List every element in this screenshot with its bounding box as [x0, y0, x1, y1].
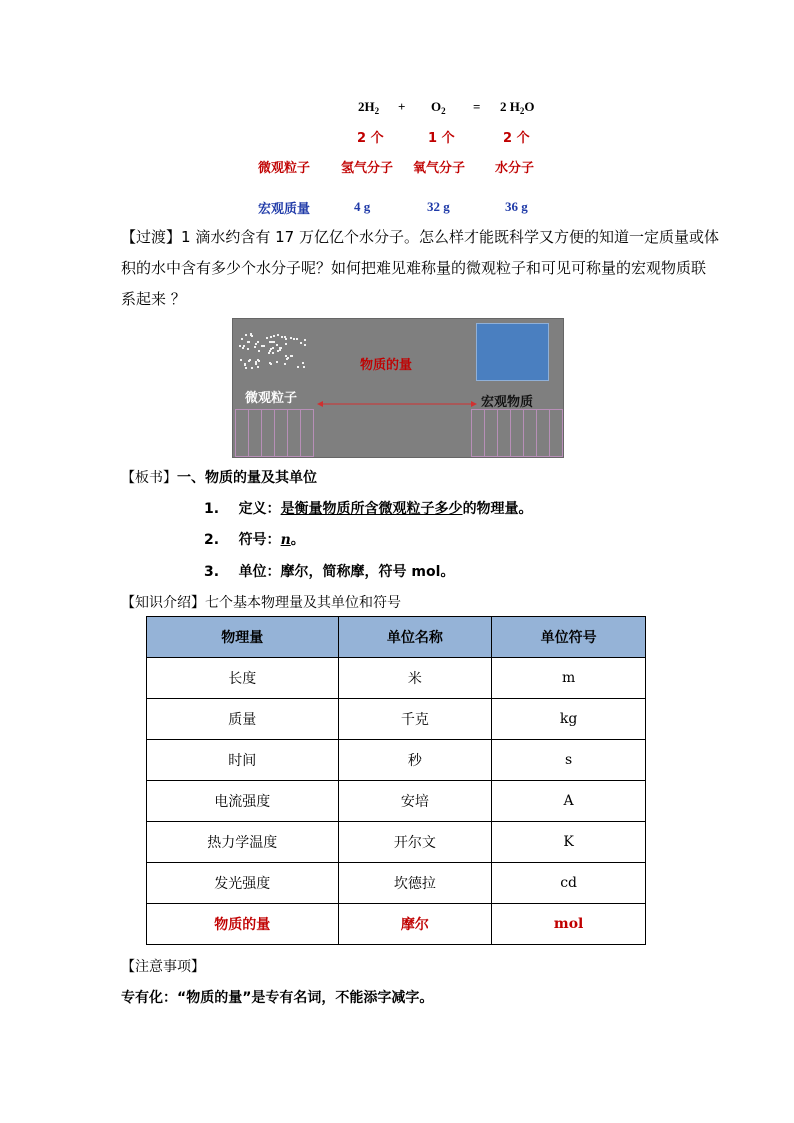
item-text: 单位：摩尔，简称摩，符号 mol。	[238, 564, 455, 580]
paragraph-text: 1 滴水约含有 17 万亿亿个水分子。怎么样才能既科学又方便的知道一定质量或体	[181, 228, 719, 246]
diagram-center-label: 物质的量	[360, 358, 413, 373]
notes-tag: 【注意事项】	[121, 959, 205, 975]
particle-dot	[302, 362, 304, 364]
particle-dot	[261, 345, 263, 347]
item-suffix: 的物理量。	[462, 501, 533, 517]
table-row	[147, 740, 646, 781]
particle-dot	[258, 350, 260, 352]
header-unit-name: 单位名称	[338, 617, 492, 658]
mass-o2: 32 g	[427, 199, 450, 214]
item-underlined: 是衡量物质所含微观粒子多少	[280, 501, 463, 517]
macro-label: 宏观质量	[258, 202, 311, 217]
count-h2o: 2 个	[503, 131, 530, 146]
count-h2: 2 个	[357, 131, 384, 146]
table-row-highlight	[147, 904, 646, 945]
particle-dot	[255, 343, 257, 345]
cell-unit-symbol: mol	[492, 904, 646, 945]
particle-dot	[296, 338, 298, 340]
particle-dot	[257, 341, 259, 343]
formula-text: 2H	[358, 99, 375, 114]
transition-line-1	[121, 222, 719, 252]
cell-unit-symbol: m	[492, 658, 646, 699]
micro-o2: 氧气分子	[413, 161, 466, 176]
diagram-left-label: 微观粒子	[245, 391, 298, 406]
particle-dot	[266, 337, 268, 339]
board-heading	[121, 467, 317, 487]
micro-label: 微观粒子	[258, 161, 311, 176]
particle-dot	[290, 337, 292, 339]
section-tag: 【知识介绍】	[121, 595, 205, 611]
particle-dot	[270, 336, 272, 338]
section-tag: 【板书】	[121, 470, 177, 486]
micro-h2o: 水分子	[495, 161, 535, 176]
particle-dot	[257, 359, 259, 361]
cell-unit-symbol: cd	[492, 863, 646, 904]
particle-dot	[242, 347, 244, 349]
particle-dot	[284, 336, 286, 338]
header-quantity: 物理量	[147, 617, 339, 658]
knowledge-intro	[121, 592, 401, 612]
particle-dot	[304, 344, 306, 346]
particle-dot	[248, 341, 250, 343]
equation-o2	[431, 99, 446, 116]
cell-unit-name: 米	[338, 658, 492, 699]
equation-plus: +	[398, 99, 406, 114]
mass-h2: 4 g	[354, 199, 371, 214]
units-table	[146, 616, 646, 945]
table-row	[147, 863, 646, 904]
subscript: 2	[374, 106, 380, 116]
particle-dot	[255, 361, 257, 363]
board-heading-text: 一、物质的量及其单位	[177, 470, 317, 486]
transition-line-3: 系起来 ？	[121, 290, 186, 308]
equation-h2o	[500, 99, 535, 116]
right-grid	[471, 409, 562, 456]
particle-dot	[303, 366, 305, 368]
formula-text: O	[524, 99, 535, 114]
particle-dot	[272, 347, 274, 349]
cell-quantity: 长度	[147, 658, 339, 699]
particle-dot	[290, 355, 292, 357]
equation-equals: =	[473, 99, 481, 114]
particle-dot	[293, 338, 295, 340]
subscript: 2	[441, 106, 446, 116]
diagram-right-label: 宏观物质	[481, 395, 534, 410]
cell-quantity: 电流强度	[147, 781, 339, 822]
notes-text: 专有化：“物质的量”是专有名词，不能添字减字。	[121, 990, 434, 1006]
knowledge-text: 七个基本物理量及其单位和符号	[205, 595, 401, 611]
item-suffix: 。	[290, 532, 305, 548]
cell-unit-name: 开尔文	[338, 822, 492, 863]
particle-dot	[270, 363, 272, 365]
particle-dot	[254, 346, 256, 348]
cell-unit-name: 摩尔	[338, 904, 492, 945]
cell-quantity: 物质的量	[147, 904, 339, 945]
particle-dot	[279, 349, 281, 351]
cell-quantity: 发光强度	[147, 863, 339, 904]
particle-dot	[268, 352, 270, 354]
particle-dot	[245, 334, 247, 336]
formula-text: O	[431, 99, 442, 114]
cell-unit-symbol: s	[492, 740, 646, 781]
particle-dot	[241, 338, 243, 340]
particle-dot	[239, 345, 241, 347]
cell-unit-symbol: K	[492, 822, 646, 863]
cell-unit-name: 坎德拉	[338, 863, 492, 904]
formula-text: 2 H	[500, 99, 520, 114]
particle-dot	[276, 361, 278, 363]
board-item-2	[204, 529, 305, 549]
macro-substance-block	[476, 323, 549, 381]
left-grid	[235, 409, 313, 456]
particle-dot	[297, 366, 299, 368]
particle-dot	[285, 343, 287, 345]
header-unit-symbol: 单位符号	[492, 617, 646, 658]
particle-dot	[243, 345, 245, 347]
item-prefix: 定义：	[238, 501, 281, 517]
concept-diagram	[232, 318, 564, 458]
symbol-n: n	[280, 532, 291, 548]
table-row	[147, 781, 646, 822]
board-item-3	[204, 561, 454, 581]
particle-dot	[273, 335, 275, 337]
cell-quantity: 热力学温度	[147, 822, 339, 863]
cell-unit-symbol: A	[492, 781, 646, 822]
particle-dot	[287, 357, 289, 359]
particle-dot	[276, 344, 278, 346]
equation-h2	[358, 99, 379, 116]
particle-dot	[240, 359, 242, 361]
particle-dot	[272, 352, 274, 354]
transition-line-2: 积的水中含有多少个水分子呢？如何把难见难称量的微观粒子和可见可称量的宏观物质联	[121, 259, 707, 277]
particle-dot	[263, 345, 265, 347]
particle-dot	[281, 336, 283, 338]
particle-dot	[277, 334, 279, 336]
board-item-1	[204, 498, 533, 518]
particle-dot	[245, 367, 247, 369]
item-number: 1.	[204, 501, 220, 517]
particle-dot	[248, 360, 250, 362]
cell-unit-name: 千克	[338, 699, 492, 740]
particle-dot	[273, 341, 275, 343]
particle-dot	[300, 342, 302, 344]
particle-dot	[269, 350, 271, 352]
table-row	[147, 699, 646, 740]
particle-dot	[247, 348, 249, 350]
particle-dot	[251, 367, 253, 369]
mass-h2o: 36 g	[505, 199, 528, 214]
item-number: 2.	[204, 532, 220, 548]
section-tag: 【过渡】	[121, 228, 182, 246]
particle-dot	[285, 338, 287, 340]
cell-unit-name: 秒	[338, 740, 492, 781]
table-row	[147, 658, 646, 699]
cell-quantity: 时间	[147, 740, 339, 781]
particle-dot	[304, 339, 306, 341]
particle-dot	[250, 333, 252, 335]
table-header-row	[147, 617, 646, 658]
cell-quantity: 质量	[147, 699, 339, 740]
count-o2: 1 个	[428, 131, 455, 146]
item-prefix: 符号：	[238, 532, 281, 548]
item-number: 3.	[204, 564, 220, 580]
particle-dot	[249, 359, 251, 361]
particle-dot	[257, 366, 259, 368]
table-row	[147, 822, 646, 863]
cell-unit-name: 安培	[338, 781, 492, 822]
cell-unit-symbol: kg	[492, 699, 646, 740]
particle-dot	[271, 341, 273, 343]
particle-dot	[284, 363, 286, 365]
subscript: 2	[519, 106, 525, 116]
bridge-line	[317, 399, 477, 409]
micro-h2: 氢气分子	[341, 161, 394, 176]
